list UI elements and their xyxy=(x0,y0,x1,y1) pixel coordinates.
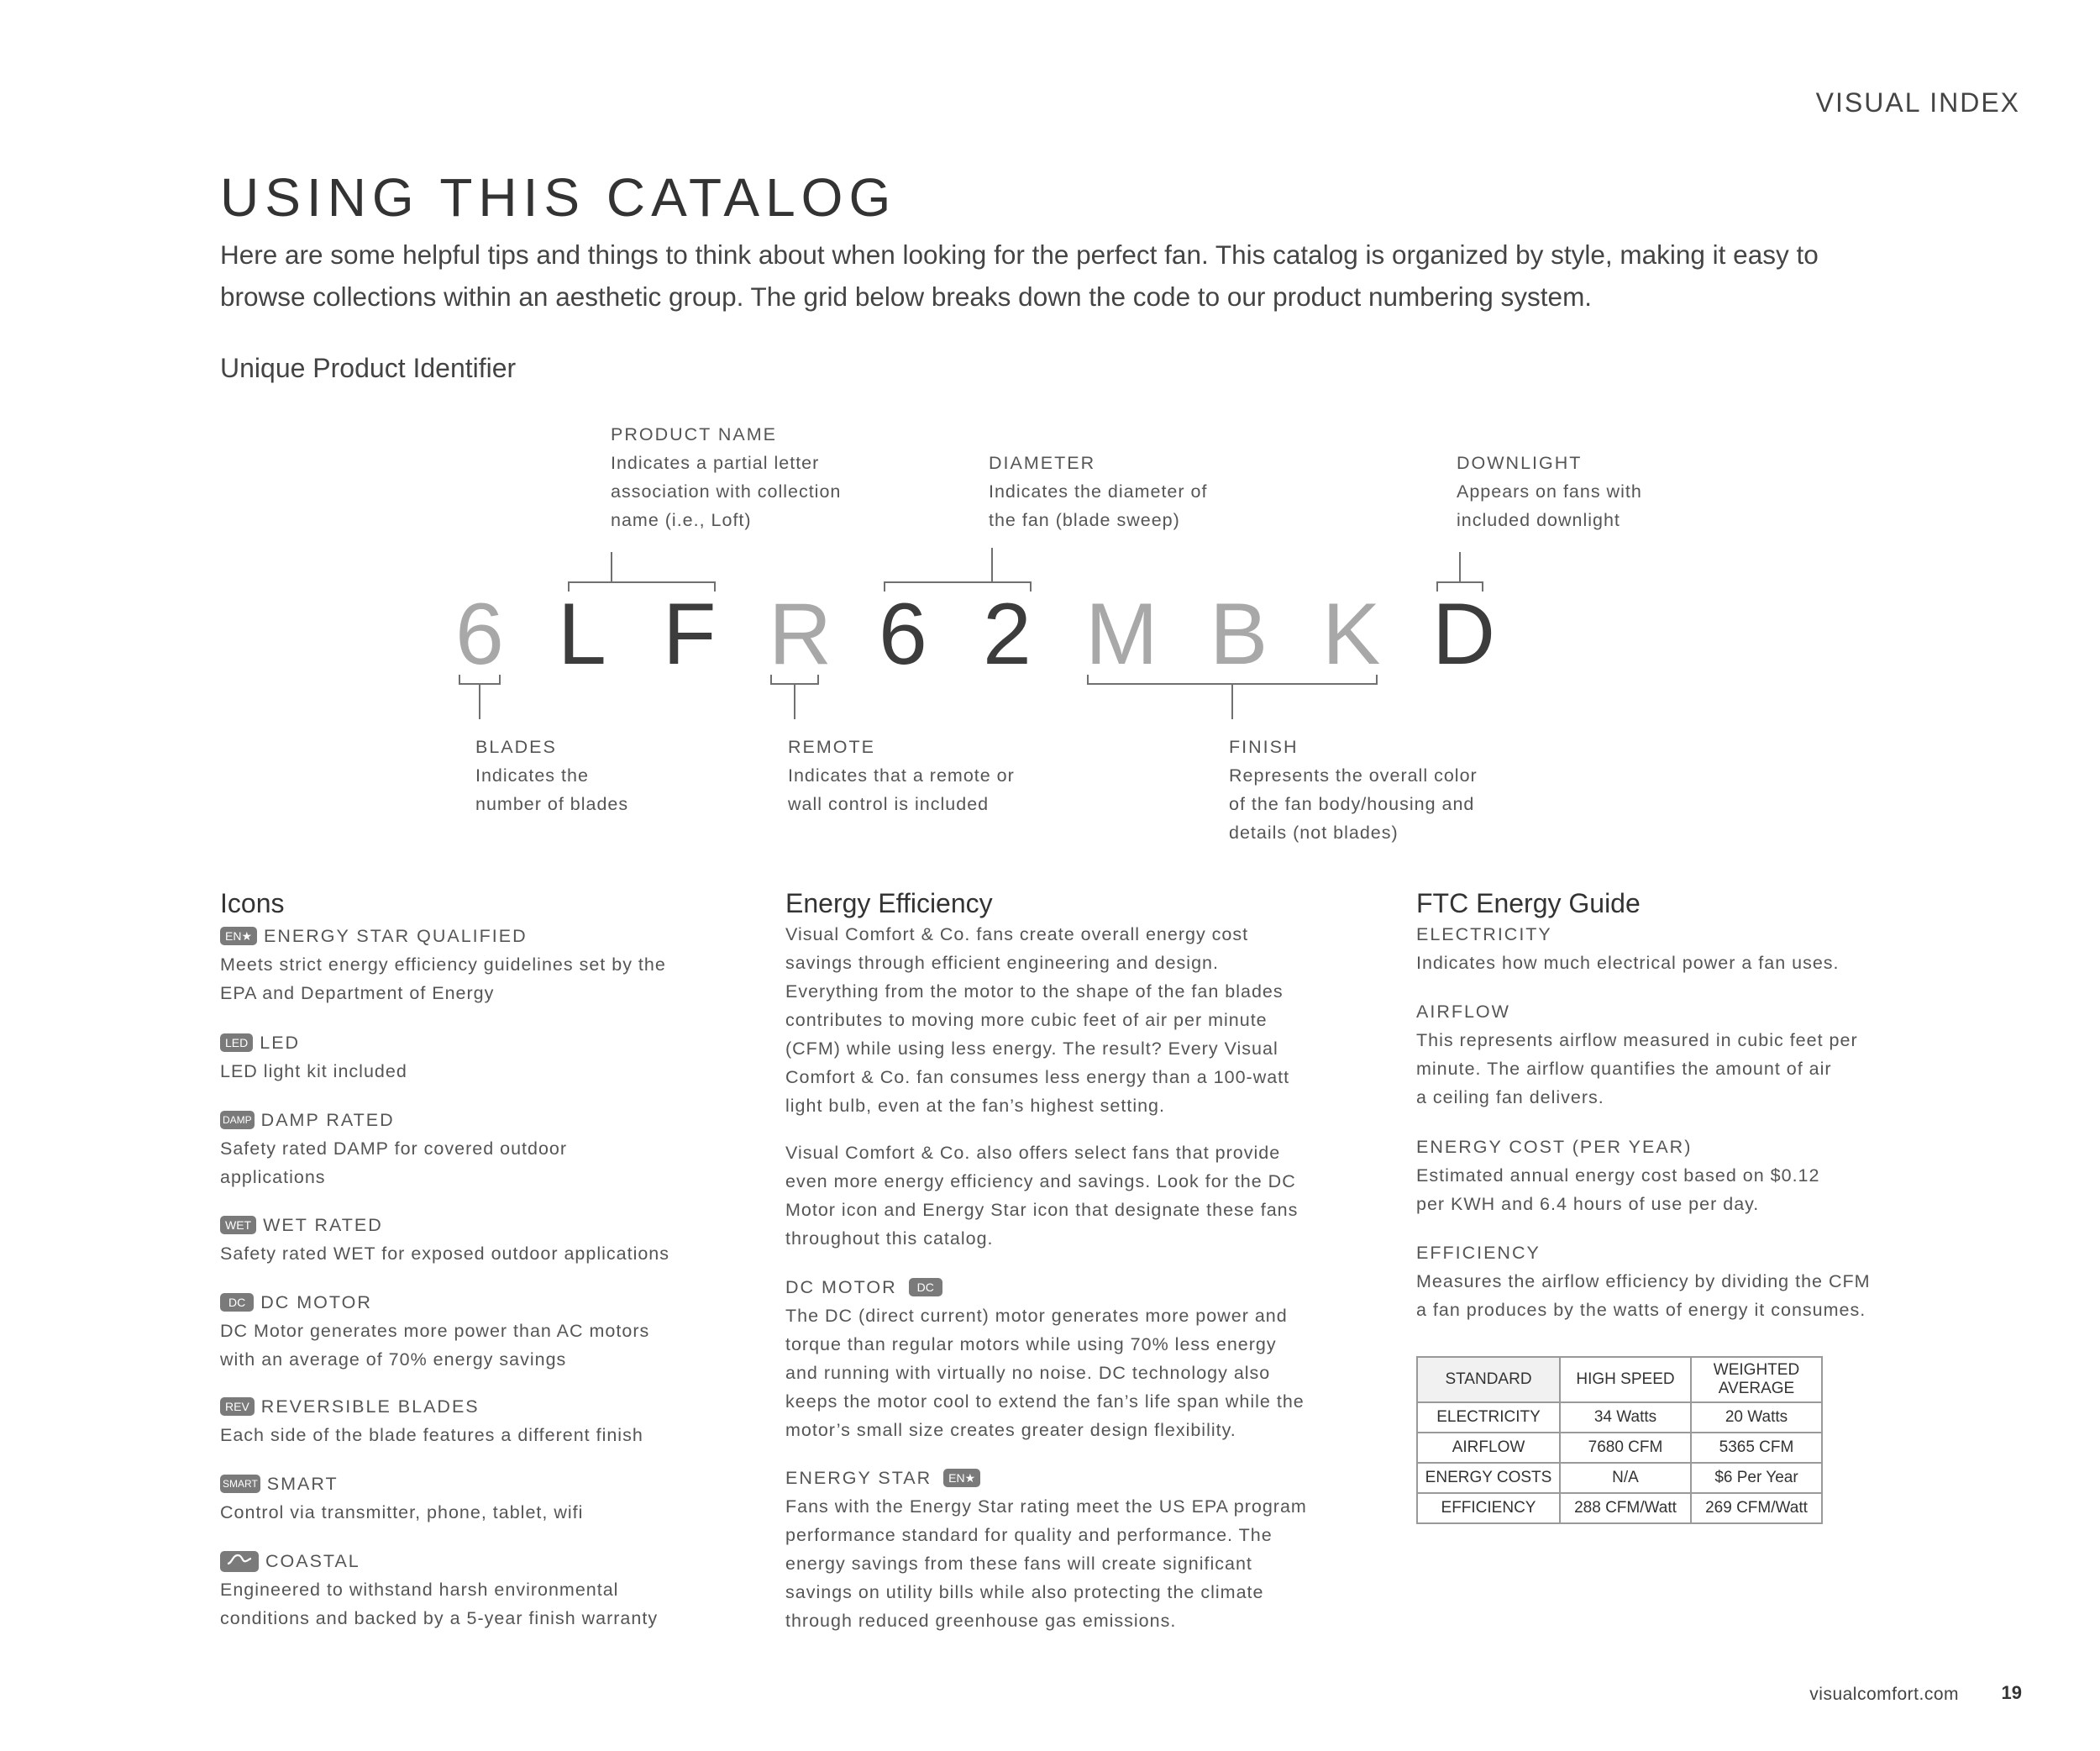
icon-item-line: applications xyxy=(220,1167,326,1187)
annotation-line: Indicates the diameter of xyxy=(989,481,1208,502)
ftc-item-title: EFFICIENCY xyxy=(1416,1243,1541,1263)
dc-motor-line: torque than regular motors while using 70% less energy xyxy=(785,1334,1277,1354)
ftc-item-airflow xyxy=(1416,997,1858,1112)
energy-star-icon: EN★ xyxy=(220,927,257,945)
annotation-line: Indicates the xyxy=(475,765,589,786)
bracket-stem xyxy=(479,684,480,719)
table-cell: $6 Per Year xyxy=(1691,1463,1822,1493)
table-cell: 7680 CFM xyxy=(1560,1433,1691,1463)
table-cell: ENERGY COSTS xyxy=(1417,1463,1560,1493)
energy-star-title: ENERGY STAR xyxy=(785,1468,932,1488)
ftc-item-efficiency xyxy=(1416,1238,1871,1324)
annotation-remote xyxy=(788,733,1015,818)
icon-item-dc-motor xyxy=(220,1288,649,1374)
code-char-remote: R xyxy=(769,586,832,683)
annotation-line: included downlight xyxy=(1457,510,1620,530)
icon-item-line: Engineered to withstand harsh environmental xyxy=(220,1580,619,1600)
page-title: USING THIS CATALOG xyxy=(220,167,897,228)
icon-item-title: LED xyxy=(260,1033,301,1053)
icon-item-damp xyxy=(220,1106,567,1191)
ftc-item-line: per KWH and 6.4 hours of use per day. xyxy=(1416,1194,1760,1214)
dc-motor-line: and running with virtually no noise. DC technology also xyxy=(785,1363,1271,1383)
table-cell: 269 CFM/Watt xyxy=(1691,1493,1822,1523)
energy-paragraph-2 xyxy=(785,1138,1298,1253)
code-char-blades: 6 xyxy=(455,586,504,683)
icon-item-line: Control via transmitter, phone, tablet, wifi xyxy=(220,1502,584,1522)
annotation-line: of the fan body/housing and xyxy=(1229,794,1475,814)
code-char-downlight: D xyxy=(1432,586,1496,683)
annotation-label: BLADES xyxy=(475,737,557,757)
icon-item-line: Safety rated WET for exposed outdoor applications xyxy=(220,1244,670,1264)
icon-item-title: ENERGY STAR QUALIFIED xyxy=(264,926,528,946)
icon-item-led xyxy=(220,1028,407,1086)
annotation-finish xyxy=(1229,733,1478,847)
ftc-item-line: a fan produces by the watts of energy it consumes. xyxy=(1416,1300,1866,1320)
icon-item-line: Safety rated DAMP for covered outdoor xyxy=(220,1138,568,1159)
energy-star-section xyxy=(785,1464,1307,1635)
energy-line: Comfort & Co. fan consumes less energy than a 100-watt xyxy=(785,1067,1290,1087)
code-char-finish-1: M xyxy=(1085,586,1158,683)
annotation-product-name xyxy=(611,420,841,534)
dc-motor-line: keeps the motor cool to extend the fan’s life span while the xyxy=(785,1391,1305,1412)
energy-line: Visual Comfort & Co. fans create overall energy cost xyxy=(785,924,1249,944)
led-icon: LED xyxy=(220,1033,253,1052)
section-tag: VISUAL INDEX xyxy=(1815,87,2020,118)
icon-item-smart xyxy=(220,1470,583,1527)
reversible-icon: REV xyxy=(220,1397,255,1416)
icon-item-reversible xyxy=(220,1392,643,1449)
annotation-line: Represents the overall color xyxy=(1229,765,1478,786)
energy-line: (CFM) while using less energy. The result? Every Visual xyxy=(785,1039,1278,1059)
code-char-name-1: L xyxy=(558,586,606,683)
bracket-stem xyxy=(794,684,795,719)
annotation-label: DOWNLIGHT xyxy=(1457,453,1583,473)
icon-item-line: Each side of the blade features a different finish xyxy=(220,1425,643,1445)
ftc-heading: FTC Energy Guide xyxy=(1416,888,1641,918)
table-header-cell: STANDARD xyxy=(1417,1357,1560,1402)
energy-line: contributes to moving more cubic feet of air per minute xyxy=(785,1010,1268,1030)
energy-heading: Energy Efficiency xyxy=(785,888,993,918)
wave-icon xyxy=(220,1551,259,1572)
ftc-item-line: a ceiling fan delivers. xyxy=(1416,1087,1604,1107)
ftc-item-energy-cost xyxy=(1416,1133,1819,1218)
ftc-item-line: minute. The airflow quantifies the amount of air xyxy=(1416,1059,1832,1079)
bracket-stem xyxy=(611,552,612,582)
annotation-label: PRODUCT NAME xyxy=(611,424,778,444)
table-cell: 288 CFM/Watt xyxy=(1560,1493,1691,1523)
ftc-item-line: This represents airflow measured in cubic feet per xyxy=(1416,1030,1858,1050)
bracket-stem xyxy=(1459,552,1461,582)
annotation-line: Appears on fans with xyxy=(1457,481,1642,502)
annotation-line: the fan (blade sweep) xyxy=(989,510,1180,530)
ftc-item-line: Measures the airflow efficiency by dividing the CFM xyxy=(1416,1271,1871,1291)
dc-icon: DC xyxy=(909,1278,942,1296)
page-number: 19 xyxy=(2001,1682,2022,1703)
icon-item-title: DAMP RATED xyxy=(260,1110,395,1130)
dc-icon: DC xyxy=(220,1293,254,1312)
damp-icon: DAMP xyxy=(220,1111,255,1129)
annotation-line: Indicates that a remote or xyxy=(788,765,1015,786)
icon-item-coastal xyxy=(220,1547,658,1633)
ftc-item-electricity xyxy=(1416,920,1840,977)
code-char-name-2: F xyxy=(663,586,717,683)
ftc-table xyxy=(1416,1356,1823,1524)
table-cell: EFFICIENCY xyxy=(1417,1493,1560,1523)
energy-star-line: energy savings from these fans will create significant xyxy=(785,1554,1252,1574)
icon-item-title: COASTAL xyxy=(265,1551,360,1571)
dc-motor-title: DC MOTOR xyxy=(785,1277,897,1297)
icon-item-title: SMART xyxy=(266,1474,339,1494)
icon-item-line: LED light kit included xyxy=(220,1061,407,1081)
energy-line: throughout this catalog. xyxy=(785,1228,994,1249)
energy-line: Motor icon and Energy Star icon that designate these fans xyxy=(785,1200,1299,1220)
icon-item-title: WET RATED xyxy=(263,1215,383,1235)
table-header-cell: HIGH SPEED xyxy=(1560,1357,1691,1402)
icon-item-line: EPA and Department of Energy xyxy=(220,983,495,1003)
annotation-diameter xyxy=(989,449,1207,534)
ftc-item-title: ENERGY COST (PER YEAR) xyxy=(1416,1137,1693,1157)
ftc-item-line: Estimated annual energy cost based on $0.12 xyxy=(1416,1165,1820,1186)
intro-paragraph: Here are some helpful tips and things to think about when looking for the perfect fan. This catalog is organized by style, making it easy to browse collections within an aesthetic group. The grid below breaks down the code to our product numbering system. xyxy=(220,239,1819,312)
table-cell: ELECTRICITY xyxy=(1417,1402,1560,1433)
dc-motor-section xyxy=(785,1273,1305,1444)
bracket-stem xyxy=(1231,684,1233,719)
annotation-line: name (i.e., Loft) xyxy=(611,510,752,530)
icon-item-energy-star xyxy=(220,922,666,1007)
icons-heading: Icons xyxy=(220,888,285,918)
energy-star-icon: EN★ xyxy=(943,1469,980,1487)
icon-item-wet xyxy=(220,1211,669,1268)
table-row xyxy=(1417,1402,1822,1433)
table-row xyxy=(1417,1493,1822,1523)
icon-item-line: with an average of 70% energy savings xyxy=(220,1349,567,1370)
energy-star-line: Fans with the Energy Star rating meet the US EPA program xyxy=(785,1496,1307,1517)
table-cell: 34 Watts xyxy=(1560,1402,1691,1433)
ftc-item-line: Indicates how much electrical power a fan uses. xyxy=(1416,953,1840,973)
table-header-cell: WEIGHTED AVERAGE xyxy=(1691,1357,1822,1402)
annotation-label: REMOTE xyxy=(788,737,875,757)
ftc-item-title: AIRFLOW xyxy=(1416,1002,1510,1022)
ftc-item-title: ELECTRICITY xyxy=(1416,924,1552,944)
annotation-line: association with collection xyxy=(611,481,842,502)
table-header-row xyxy=(1417,1357,1822,1402)
energy-line: light bulb, even at the fan’s highest setting. xyxy=(785,1096,1165,1116)
energy-line: savings through efficient engineering and design. xyxy=(785,953,1219,973)
footer-url[interactable]: visualcomfort.com xyxy=(1809,1685,1959,1704)
energy-star-line: savings on utility bills while also protecting the climate xyxy=(785,1582,1264,1602)
table-cell: N/A xyxy=(1560,1463,1691,1493)
energy-star-line: performance standard for quality and performance. The xyxy=(785,1525,1273,1545)
annotation-label: DIAMETER xyxy=(989,453,1096,473)
icon-item-line: conditions and backed by a 5-year finish warranty xyxy=(220,1608,659,1628)
code-char-diameter-1: 6 xyxy=(879,586,927,683)
code-char-finish-2: B xyxy=(1210,586,1268,683)
bracket-stem xyxy=(991,548,993,581)
energy-star-line: through reduced greenhouse gas emissions. xyxy=(785,1611,1177,1631)
code-char-diameter-2: 2 xyxy=(983,586,1032,683)
dc-motor-line: motor’s small size creates greater design flexibility. xyxy=(785,1420,1236,1440)
table-cell: AIRFLOW xyxy=(1417,1433,1560,1463)
icon-item-line: DC Motor generates more power than AC motors xyxy=(220,1321,650,1341)
annotation-line: wall control is included xyxy=(788,794,990,814)
smart-icon: SMART xyxy=(220,1475,260,1493)
identifier-subhead: Unique Product Identifier xyxy=(220,353,517,383)
table-cell: 20 Watts xyxy=(1691,1402,1822,1433)
annotation-downlight xyxy=(1457,449,1642,534)
annotation-line: number of blades xyxy=(475,794,629,814)
energy-paragraph-1 xyxy=(785,920,1289,1120)
annotation-line: details (not blades) xyxy=(1229,823,1399,843)
icon-item-title: REVERSIBLE BLADES xyxy=(260,1396,480,1417)
table-cell: 5365 CFM xyxy=(1691,1433,1822,1463)
wet-icon: WET xyxy=(220,1216,256,1234)
energy-line: Visual Comfort & Co. also offers select fans that provide xyxy=(785,1143,1281,1163)
table-row xyxy=(1417,1433,1822,1463)
energy-line: even more energy efficiency and savings. Look for the DC xyxy=(785,1171,1296,1191)
annotation-line: Indicates a partial letter xyxy=(611,453,820,473)
icon-item-line: Meets strict energy efficiency guidelines set by the xyxy=(220,954,666,975)
annotation-blades xyxy=(475,733,628,818)
annotation-label: FINISH xyxy=(1229,737,1299,757)
icon-item-title: DC MOTOR xyxy=(260,1292,372,1312)
dc-motor-line: The DC (direct current) motor generates more power and xyxy=(785,1306,1288,1326)
code-char-finish-3: K xyxy=(1322,586,1381,683)
energy-line: Everything from the motor to the shape of the fan blades xyxy=(785,981,1284,1002)
table-row xyxy=(1417,1463,1822,1493)
